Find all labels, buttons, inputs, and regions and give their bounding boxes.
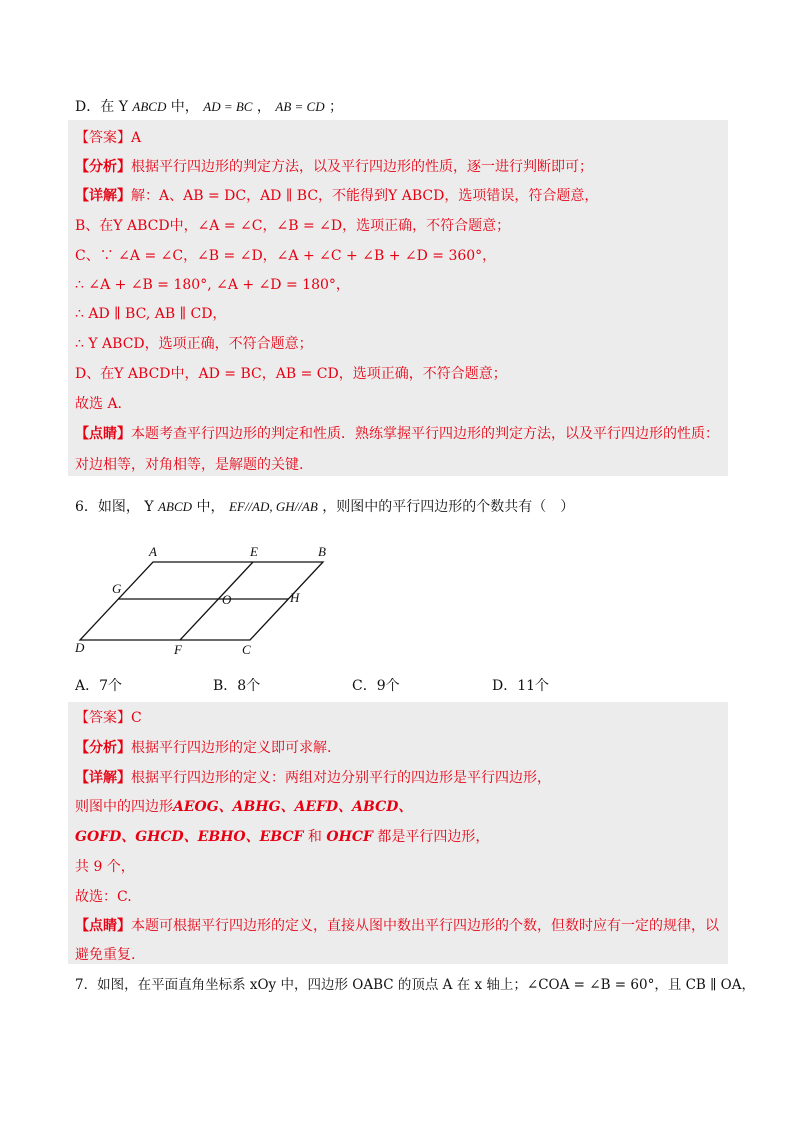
parallelogram-symbol: Y	[118, 99, 128, 115]
q6-stem-c: ，则图中的平行四边形的个数共有（ ）	[322, 499, 575, 515]
q6-answer: 【答案】C	[75, 710, 142, 726]
detail-tag: 【详解】	[75, 770, 131, 786]
option-d-suffix: 中，	[170, 99, 199, 115]
label-a: A	[149, 544, 157, 559]
analysis-tag: 【分析】	[75, 159, 131, 175]
q6-condition: EF//AD, GH//AB	[228, 499, 318, 514]
label-c: C	[242, 642, 251, 657]
parallelogram-abcd	[80, 562, 323, 640]
label-h: H	[290, 590, 300, 605]
label-d: D	[75, 640, 85, 655]
analysis-text: 根据平行四边形的定义即可求解.	[131, 740, 332, 756]
analysis-text: 根据平行四边形的判定方法，以及平行四边形的性质，逐一进行判断即可；	[131, 159, 593, 175]
q6-list-line-1	[75, 797, 412, 817]
q6-list-line-2	[75, 827, 489, 847]
q6-stem	[75, 497, 574, 517]
q6-option-b[interactable]: B．8个	[213, 678, 261, 694]
quadrilateral-list-2: GOFD、GHCD、EBHO、EBCF	[75, 829, 304, 845]
detail-tag: 【详解】	[75, 188, 131, 204]
q5-analysis	[75, 157, 593, 177]
q6-comment-line-2: 避免重复.	[75, 947, 136, 963]
q5-option-d	[75, 97, 343, 117]
q5-comment-line-2: 对边相等，对角相等，是解题的关键.	[75, 457, 304, 473]
q6-option-c[interactable]: C．9个	[352, 678, 400, 694]
q5-comment-line-1	[75, 424, 719, 444]
parallelogram-symbol: Y	[144, 499, 154, 515]
q5-detail-line-4: ∴ ∠A + ∠B = 180°, ∠A + ∠D = 180°，	[75, 277, 350, 293]
label-b: B	[318, 544, 326, 559]
parallelogram-name: ABCD	[158, 499, 193, 514]
q6-parallelogram-figure	[70, 540, 340, 660]
list-end: 都是平行四边形，	[372, 829, 490, 845]
q5-detail-line-2: B、在Y ABCD中，∠A = ∠C，∠B = ∠D，选项正确，不符合题意；	[75, 218, 511, 234]
label-g: G	[112, 581, 122, 596]
quadrilateral-list-1: AEOG、ABHG、AEFD、ABCD、	[173, 799, 413, 815]
segment-ef	[180, 562, 253, 640]
q6-stem-b: 中，	[196, 499, 225, 515]
q6-choose: 故选：C.	[75, 889, 132, 905]
q5-detail-line-6: ∴ Y ABCD，选项正确，不符合题意；	[75, 336, 313, 352]
comment-tag: 【点睛】	[75, 918, 131, 934]
q6-stem-a: 6．如图，	[75, 499, 140, 515]
list-intro: 则图中的四边形	[75, 799, 173, 815]
condition-1: AD = BC	[203, 99, 253, 114]
comment-text: 本题考查平行四边形的判定和性质．熟练掌握平行四边形的判定方法，以及平行四边形的性质：	[131, 426, 719, 442]
q7-stem: 7．如图，在平面直角坐标系 xOy 中，四边形 OABC 的顶点 A 在 x 轴上；∠COA = ∠B = 60°，且 CB ∥ OA，	[75, 977, 755, 993]
q5-detail-line-5: ∴ AD ∥ BC, AB ∥ CD，	[75, 306, 227, 322]
option-d-prefix: D．在	[75, 99, 115, 115]
q5-detail-line-1	[75, 186, 598, 206]
q6-option-d[interactable]: D．11个	[492, 678, 550, 694]
q6-analysis	[75, 738, 331, 758]
q5-detail-line-7: D、在Y ABCD中，AD = BC，AB = CD，选项正确，不符合题意；	[75, 366, 507, 382]
separator: ，	[256, 99, 271, 115]
option-d-end: ；	[329, 99, 344, 115]
q6-total: 共 9 个，	[75, 859, 135, 875]
detail-text: 根据平行四边形的定义：两组对边分别平行的四边形是平行四边形，	[131, 770, 551, 786]
quadrilateral-last: OHCF	[326, 829, 373, 845]
q5-answer: 【答案】A	[75, 130, 142, 146]
label-e: E	[250, 544, 258, 559]
analysis-tag: 【分析】	[75, 740, 131, 756]
q6-detail	[75, 768, 551, 788]
label-f: F	[174, 642, 182, 657]
q5-detail-line-3: C、∵ ∠A = ∠C，∠B = ∠D，∠A + ∠C + ∠B + ∠D = 360°，	[75, 248, 497, 264]
comment-text: 本题可根据平行四边形的定义，直接从图中数出平行四边形的个数，但数时应有一定的规律，以	[131, 918, 719, 934]
detail-text: 解：A、AB = DC，AD ∥ BC，不能得到Y ABCD，选项错误，符合题意，	[131, 188, 599, 204]
condition-2: AB = CD	[275, 99, 325, 114]
q5-detail-line-8: 故选 A.	[75, 396, 123, 412]
q6-comment-line-1	[75, 916, 719, 936]
comment-tag: 【点睛】	[75, 426, 131, 442]
q6-option-a[interactable]: A．7个	[75, 678, 123, 694]
parallelogram-name: ABCD	[132, 99, 167, 114]
label-o: O	[222, 592, 232, 607]
list-and: 和	[303, 829, 327, 845]
